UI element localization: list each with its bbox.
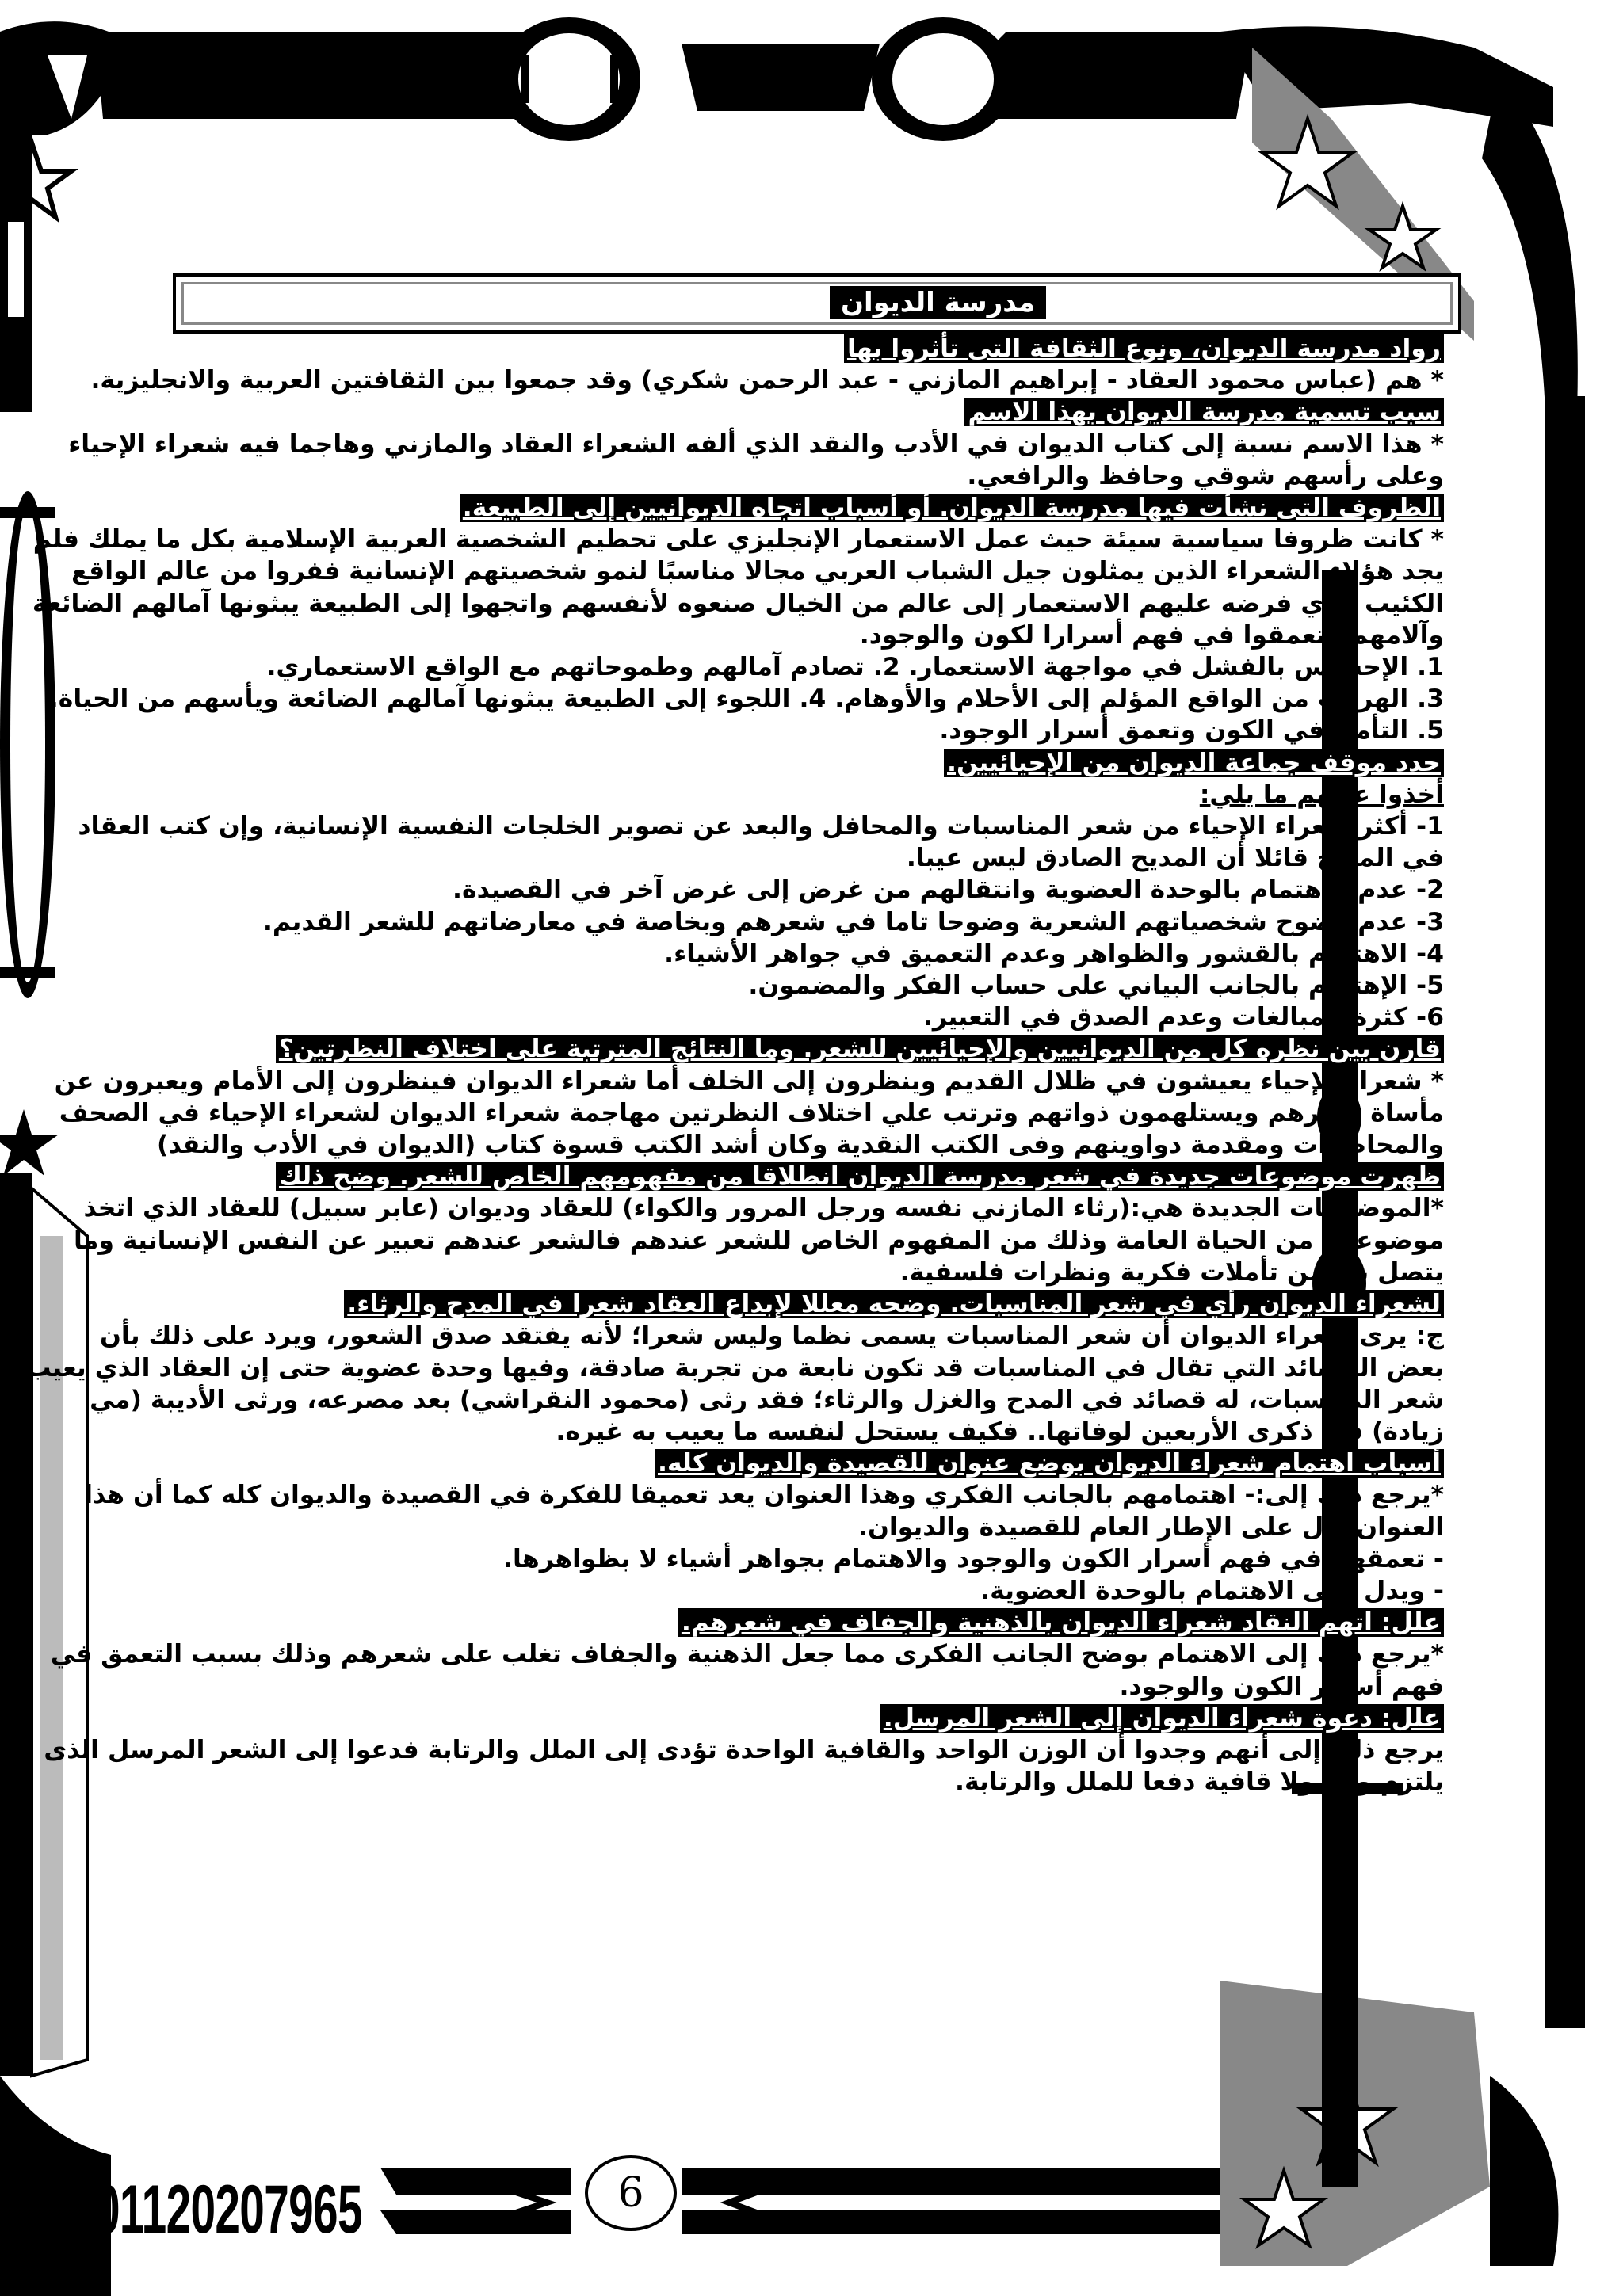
body-text-line: 5. التأمل في الكون وتعمق أسرار الوجود.: [939, 716, 1444, 746]
page-number-badge: [585, 2155, 677, 2231]
title-box: [173, 273, 1461, 334]
body-text-line: * هذا الاسم نسبة إلى كتاب الديوان في الأدب والنقد الذي ألفه الشعراء العقاد والمازني وهاجما فيه شعراء الإحياء: [68, 429, 1444, 459]
body-text-line: العنوان يدل على الإطار العام للقصيدة والديوان.: [858, 1512, 1444, 1542]
body-text-line: *يرجع ذلك إلى:- اهتمامهم بالجانب الفكري وهذا العنوان يعد تعميقا للفكرة في القصيدة والديوان كله كما أن هذا: [84, 1481, 1444, 1510]
section-heading: [208, 333, 1444, 364]
body-text-line: 3. الهروب من الواقع المؤلم إلى الأحلام والأوهام. 4. اللجوء إلى الطبيعة يبثونها آمالهم الضائعة ويأسهم من الحياة.: [48, 685, 1444, 714]
section-heading: [208, 492, 1444, 524]
section-heading: [208, 1607, 1444, 1638]
body-text-line: ج: يرى شعراء الديوان أن شعر المناسبات يسمى نظما وليس شعرا؛ لأنه يفتقد صدق الشعور، ويرد على ذلك بأن: [100, 1322, 1444, 1351]
section-heading-text: أسباب اهتمام شعراء الديوان بوضع عنوان للقصيدة والديوان كله.: [655, 1449, 1444, 1478]
body-text-line: *يرجع ذلك إلى الاهتمام بوضح الجانب الفكرى مما جعل الذهنية والجفاف تغلب على شعرهم وذلك بسبب التعمق في: [50, 1640, 1444, 1669]
body-text-line: 4- الاهتمام بالقشور والظواهر وعدم التعميق في جواهر الأشياء.: [664, 939, 1444, 968]
phone-number: 01120207965: [95, 2172, 362, 2248]
page-title: مدرسة الديوان: [830, 286, 1046, 319]
section-heading-text: الظروف التى نشأت فيها مدرسة الديوان. أو أسباب اتجاه الديوانيين إلى الطبيعة.: [460, 494, 1444, 522]
section-heading: [208, 1161, 1444, 1192]
section-heading: [208, 1033, 1444, 1065]
body-text-line: موضوعاته من الحياة العامة وذلك من المفهوم الخاص للشعر عندهم فالشعر عندهم تعبير عن النفس الإنسانية وما: [74, 1226, 1444, 1255]
body-text-line: وآلامهم وتعمقوا في فهم أسرارا لكون والوجود.: [859, 620, 1444, 650]
body-text-line: * كانت ظروفا سياسية سيئة حيث عمل الاستعمار الإنجليزي على تحطيم الشخصية العربية الإسلامية بكل ما يملك فلم: [32, 525, 1444, 555]
body-text-line: وعلى رأسهم شوقي وحافظ والرافعي.: [967, 461, 1444, 490]
body-text-line: شعر المناسبات، له قصائد في المدح والغزل والرثاء؛ فقد رثى (محمود النقراشي) بعد مصرعه، ورثى الأديبة (مي: [90, 1385, 1444, 1414]
document-body: [16, 333, 1444, 1798]
body-text-line: يجد هؤلاء الشعراء الذين يمثلون جيل الشباب العربي مجالا مناسبًا لنمو شخصيتهم الإنسانية ففروا من عالم الواقع: [71, 557, 1444, 586]
body-text-line: - تعمقهم في فهم أسرار الكون والوجود والاهتمام بجواهر أشياء لا بظواهرها.: [503, 1544, 1444, 1573]
body-text-line: 1- أكثر شعراء الإحياء من شعر المناسبات والمحافل والبعد عن تصوير الخلجات النفسية الإنسانية، وإن كتب العقاد: [78, 812, 1444, 841]
body-text-line: 1. الإحساس بالفشل في مواجهة الاستعمار. 2. تصادم آمالهم وطموحاتهم مع الواقع الاستعماري.: [266, 653, 1444, 682]
section-heading: [208, 747, 1444, 779]
section-heading-text: قارن بين نظره كل من الديوانيين والإحيائيين للشعر. وما النتائج المترتبة على اختلاف النظرتين؟: [276, 1035, 1444, 1063]
section-heading: [208, 1288, 1444, 1320]
body-text-line: * شعراء الإحياء يعيشون في ظلال القديم وينظرون إلى الخلف أما شعراء الديوان فينظرون إلى الأمام ويعبرون عن: [54, 1066, 1444, 1096]
body-text-line: في المديح قائلا أن المديح الصادق ليس عيبا.: [906, 844, 1444, 873]
section-heading-text: علل: دعوة شعراء الديوان إلى الشعر المرسل.: [880, 1704, 1444, 1733]
sub-heading: [208, 779, 1444, 810]
body-text-line: - ويدل على الاهتمام بالوحدة العضوية.: [980, 1576, 1444, 1605]
sub-heading-text: أخذوا عليهم ما يلي:: [1199, 780, 1444, 809]
page-number: 6: [617, 2169, 644, 2217]
body-text-line: *الموضوعات الجديدة هي:(رثاء المازني نفسه ورجل المرور والكواء) للعقاد وديوان (عابر سبيل) للعقاد الذي اتخذ: [83, 1194, 1444, 1223]
body-text-line: والمحاضرات ومقدمة دواوينهم وفى الكتب النقدية وكان أشد الكتب قسوة كتاب (الديوان في الأدب والنقد): [156, 1131, 1444, 1160]
body-text-line: يتصل بها من تأملات فكرية ونظرات فلسفية.: [899, 1257, 1444, 1287]
body-text-line: * هم (عباس محمود العقاد - إبراهيم المازني - عبد الرحمن شكري) وقد جمعوا بين الثقافتين العربية والانجليزية.: [90, 366, 1444, 395]
section-heading-text: رواد مدرسة الديوان، ونوع الثقافة التى تأثروا بها: [844, 334, 1444, 363]
body-text-line: بعض القصائد التي تقال في المناسبات قد تكون نابعة من تجربة صادقة، وفيها وحدة عضوية حتى إن العقاد الذي يعيب: [25, 1353, 1444, 1383]
section-heading: [208, 1703, 1444, 1734]
body-text-line: يرجع ذلك إلى أنهم وجدوا أن الوزن الواحد والقافية الواحدة تؤدى إلى الملل والرتابة فدعوا إلى الشعر المرسل الذى لا: [16, 1735, 1444, 1764]
body-text-line: فهم أسرار الكون والوجود.: [1119, 1672, 1444, 1701]
body-text-line: يلتزم وزنا ولا قافية دفعا للملل والرتابة.: [954, 1768, 1444, 1797]
body-text-line: مأساة عصرهم ويستلهمون ذواتهم وترتب علي اختلاف النظرتين مهاجمة شعراء الديوان لشعراء الإحياء في الصحف: [59, 1098, 1444, 1127]
body-text-line: الكئيب الذي فرضه عليهم الاستعمار إلى عالم من الخيال صنعوه لأنفسهم واتجهوا إلى الطبيعة يبثونها آمالهم الضائعة: [32, 589, 1444, 618]
section-heading: [208, 396, 1444, 428]
section-heading-text: حدد موقف جماعة الديوان من الإحيائيين.: [944, 749, 1444, 777]
body-text-line: 5- الإهتمام بالجانب البياني على حساب الفكر والمضمون.: [748, 971, 1444, 1001]
body-text-line: 3- عدم وضوح شخصياتهم الشعرية وضوحا تاما في شعرهم وبخاصة في معارضاتهم للشعر القديم.: [262, 907, 1444, 936]
body-text-line: 2- عدم الاهتمام بالوحدة العضوية وانتقالهم من غرض إلى غرض آخر في القصيدة.: [453, 875, 1444, 905]
section-heading-text: سبب تسمية مدرسة الديوان بهذا الاسم: [964, 398, 1444, 426]
body-text-line: زيادة) في ذكرى الأربعين لوفاتها.. فكيف يستحل لنفسه ما يعيب به غيره.: [556, 1417, 1444, 1446]
section-heading: [208, 1447, 1444, 1479]
section-heading-text: علل: اتهم النقاد شعراء الديوان بالذهنية والجفاف في شعرهم.: [678, 1608, 1444, 1637]
section-heading-text: لشعراء الديوان رأي في شعر المناسبات. وضحه معللا لإبداع العقاد شعرا في المدح والرثاء.: [344, 1290, 1444, 1318]
body-text-line: 6- كثرة المبالغات وعدم الصدق في التعبير.: [922, 1003, 1444, 1032]
section-heading-text: ظهرت موضوعات جديدة في شعر مدرسة الديوان انطلاقا من مفهومهم الخاص للشعر. وضح ذلك: [276, 1162, 1444, 1191]
